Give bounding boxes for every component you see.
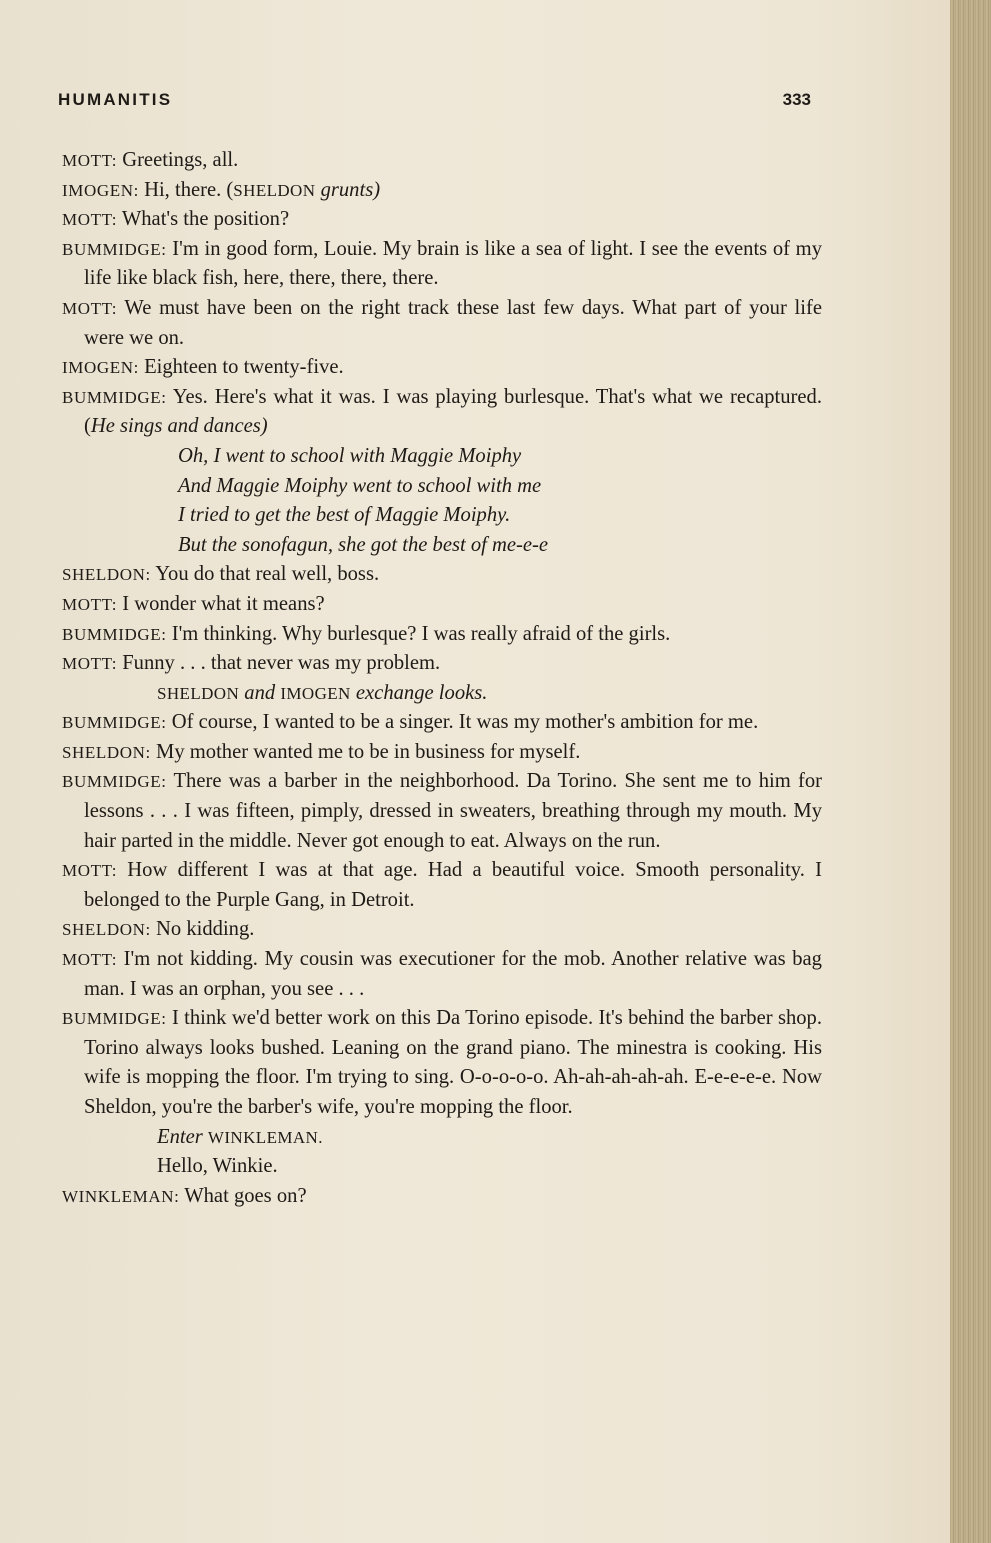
stage-name: WINKLEMAN. xyxy=(207,1127,323,1147)
speaker: BUMMIDGE: xyxy=(62,387,167,407)
dialogue-line xyxy=(62,205,822,235)
line-text: How different I was at that age. Had a beautiful voice. Smooth personality. I belonged to the Purple Gang, in Detroit. xyxy=(84,859,822,911)
line-text: I wonder what it means? xyxy=(122,592,325,615)
dialogue-line xyxy=(62,856,822,915)
speaker: MOTT: xyxy=(62,594,118,614)
speaker: BUMMIDGE: xyxy=(62,1009,167,1029)
stage-direction: grunts xyxy=(320,178,374,201)
dialogue-line xyxy=(62,1004,822,1122)
song-line: I tried to get the best of Maggie Moiphy. xyxy=(178,504,511,527)
speaker: IMOGEN: xyxy=(62,180,139,200)
line-text: Greetings, all. xyxy=(122,149,239,171)
speaker: IMOGEN: xyxy=(62,358,139,378)
dialogue-line xyxy=(62,649,822,679)
speaker: BUMMIDGE: xyxy=(62,239,167,259)
line-text: Funny . . . that never was my problem. xyxy=(122,652,441,675)
dialogue-line xyxy=(62,767,822,856)
stage-word: Enter xyxy=(157,1125,203,1148)
dialogue-line xyxy=(62,235,822,294)
speaker: BUMMIDGE: xyxy=(62,713,167,733)
song-line: And Maggie Moiphy went to school with me xyxy=(178,474,542,497)
stage-close: ) xyxy=(373,178,381,201)
stage-direction-line xyxy=(62,679,822,709)
stage-word: and xyxy=(244,681,276,704)
stage-word: exchange looks. xyxy=(355,681,488,704)
speaker: BUMMIDGE: xyxy=(62,772,167,792)
line-text: Eighteen to twenty-five. xyxy=(144,356,344,379)
line-text: You do that real well, boss. xyxy=(155,563,380,586)
line-text: What's the position? xyxy=(121,208,290,231)
stage-direction: He sings and dances xyxy=(90,415,261,438)
line-text: There was a barber in the neighborhood. Da Torino. She sent me to him for lessons . . . I was fifteen, pimply, dressed in sweaters, breathing through my mouth. My hair parted in the middle. Never got enough to eat. Always on the run. xyxy=(84,770,822,852)
dialogue-line xyxy=(62,945,822,1004)
line-text: No kidding. xyxy=(156,918,255,941)
speaker: MOTT: xyxy=(62,654,118,674)
speaker: MOTT: xyxy=(62,151,118,170)
dialogue-line xyxy=(62,176,822,206)
speaker: SHELDON: xyxy=(62,920,151,940)
line-text: What goes on? xyxy=(184,1184,307,1207)
dialogue-line xyxy=(62,620,822,650)
stage-direction-line xyxy=(62,1123,822,1153)
speaker: MOTT: xyxy=(62,950,118,970)
dialogue-line xyxy=(62,146,822,176)
stage-name: SHELDON xyxy=(157,683,240,703)
play-script xyxy=(62,146,822,1211)
line-text: I'm in good form, Louie. My brain is like a sea of light. I see the events of my life like black fish, here, there, there, there. xyxy=(84,237,822,290)
speaker: BUMMIDGE: xyxy=(62,624,167,644)
running-title: HUMANITIS xyxy=(58,90,173,109)
line-text: My mother wanted me to be in business for myself. xyxy=(156,740,581,763)
song-line: Oh, I went to school with Maggie Moiphy xyxy=(178,444,522,467)
dialogue-line xyxy=(62,708,822,738)
dialogue-line xyxy=(62,353,822,383)
dialogue-line xyxy=(62,560,822,590)
dialogue-line xyxy=(62,1182,822,1212)
line-text: I'm thinking. Why burlesque? I was really afraid of the girls. xyxy=(171,622,671,645)
speaker: SHELDON: xyxy=(62,565,151,585)
line-text: I think we'd better work on this Da Torino episode. It's behind the barber shop. Torino always looks bushed. Leaning on the grand piano. The minestra is cooking. His wife is mopping the floor. I'm trying to sing. O-o-o-o-o. Ah-ah-ah-ah-ah. E-e-e-e-e. Now Sheldon, you're the barber's wife, you're mopping the floor. xyxy=(84,1007,822,1118)
dialogue-line xyxy=(62,294,822,353)
page-header xyxy=(58,90,811,110)
stage-speaker: SHELDON xyxy=(233,180,316,200)
line-text: I'm not kidding. My cousin was executioner for the mob. Another relative was bag man. I was an orphan, you see . . . xyxy=(84,948,822,1000)
line-text: We must have been on the right track these last few days. What part of your life were we on. xyxy=(84,296,822,349)
speaker: WINKLEMAN: xyxy=(62,1186,180,1206)
speaker: SHELDON: xyxy=(62,742,151,762)
stage-close: ) xyxy=(260,415,268,438)
speaker: MOTT: xyxy=(62,210,118,230)
line-text: Of course, I wanted to be a singer. It was my mother's ambition for me. xyxy=(171,711,759,734)
speaker: MOTT: xyxy=(62,861,118,881)
dialogue-line xyxy=(62,383,822,442)
stage-name: IMOGEN xyxy=(280,683,351,703)
song-line: But the sonofagun, she got the best of me-e-e xyxy=(178,533,549,556)
dialogue-line xyxy=(62,915,822,945)
speaker: MOTT: xyxy=(62,298,118,318)
book-spine-edge xyxy=(950,0,991,1543)
line-text: Yes. Here's what it was. I was playing burlesque. That's what we recaptured. ( xyxy=(84,385,822,438)
dialogue-continuation: Hello, Winkie. xyxy=(157,1155,278,1178)
dialogue-line xyxy=(62,738,822,768)
line-text: Hi, there. ( xyxy=(144,178,234,201)
dialogue-line xyxy=(62,590,822,620)
page-number: 333 xyxy=(782,90,811,109)
